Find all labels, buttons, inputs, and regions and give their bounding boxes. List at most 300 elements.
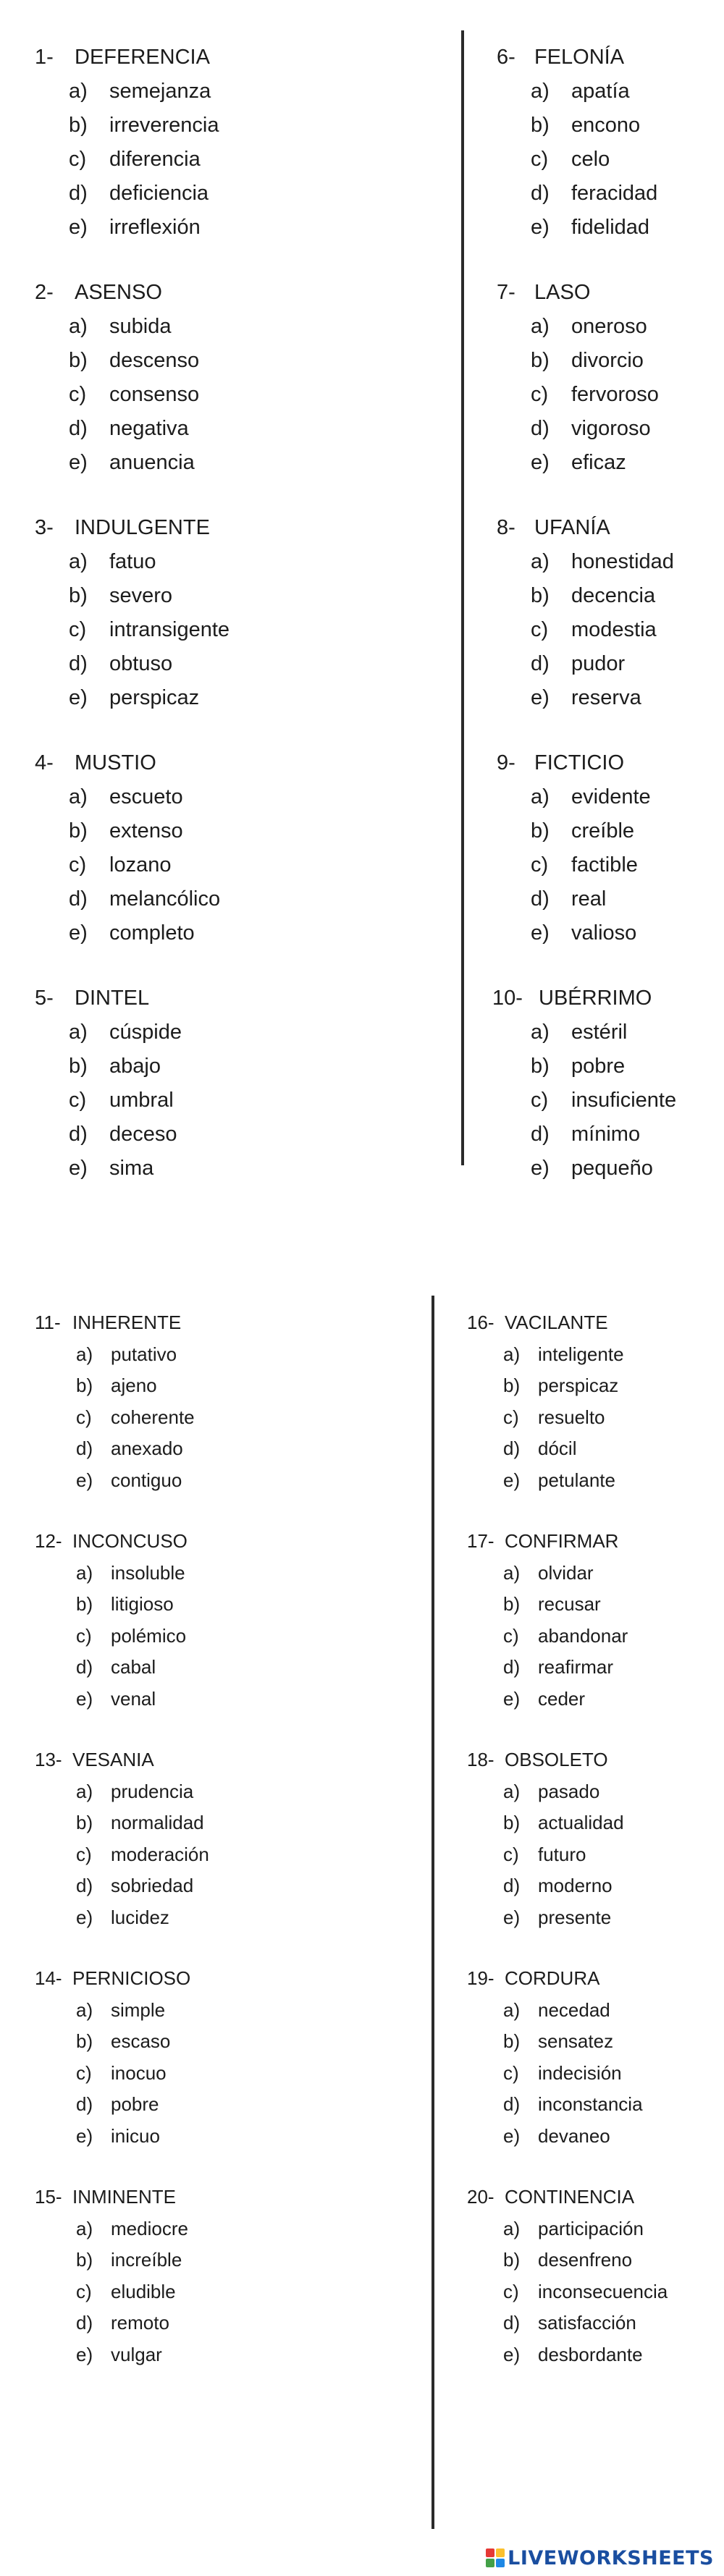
- answer-option[interactable]: [434, 1776, 724, 1808]
- option-text: semejanza: [109, 80, 211, 103]
- option-letter: a): [503, 1343, 521, 1365]
- option-text: obtuso: [109, 652, 173, 675]
- answer-option[interactable]: [463, 814, 724, 848]
- answer-option[interactable]: [0, 1621, 340, 1652]
- answer-option[interactable]: [0, 882, 340, 916]
- question-item: [463, 41, 724, 245]
- question-item: [0, 2182, 340, 2370]
- option-letter: e): [76, 1687, 93, 1710]
- question-word: INHERENTE: [72, 1312, 182, 1333]
- answer-option[interactable]: [0, 916, 340, 950]
- answer-option[interactable]: [0, 1902, 340, 1934]
- option-letter: a): [69, 80, 88, 103]
- question-item: [0, 746, 340, 950]
- question-number: 7-: [497, 281, 515, 304]
- option-letter: b): [76, 2249, 93, 2271]
- question-item: [434, 2182, 724, 2370]
- option-letter: c): [69, 1089, 87, 1112]
- option-text: lozano: [109, 853, 172, 877]
- option-letter: c): [76, 1843, 92, 1865]
- answer-option[interactable]: [434, 1839, 724, 1871]
- option-text: fervoroso: [571, 383, 659, 406]
- answer-option[interactable]: [463, 1084, 724, 1118]
- option-letter: d): [76, 2093, 93, 2115]
- option-text: perspicaz: [109, 686, 200, 709]
- option-letter: c): [503, 1406, 519, 1428]
- answer-option[interactable]: [434, 2245, 724, 2276]
- answer-option[interactable]: [434, 1589, 724, 1621]
- answer-option[interactable]: [434, 1684, 724, 1715]
- answer-option[interactable]: [0, 75, 340, 109]
- option-text: abandonar: [538, 1624, 628, 1647]
- question-number: 14-: [35, 1967, 62, 1989]
- question-item: [463, 511, 724, 715]
- option-text: lucidez: [111, 1906, 169, 1928]
- answer-option[interactable]: [434, 2276, 724, 2308]
- answer-option[interactable]: [463, 412, 724, 446]
- answer-option[interactable]: [0, 109, 340, 143]
- option-letter: b): [531, 1055, 550, 1078]
- option-text: descenso: [109, 349, 200, 372]
- logo-square: [486, 2559, 494, 2567]
- option-letter: a): [503, 1561, 521, 1584]
- option-letter: b): [503, 1812, 521, 1833]
- option-text: participación: [538, 2217, 644, 2239]
- option-text: putativo: [111, 1343, 177, 1365]
- question-heading: [0, 746, 340, 780]
- answer-option[interactable]: [434, 1465, 724, 1497]
- answer-option[interactable]: [0, 1807, 340, 1839]
- answer-option[interactable]: [463, 579, 724, 613]
- question-item: [434, 1744, 724, 1933]
- option-text: diferencia: [109, 148, 201, 171]
- option-letter: e): [76, 2124, 93, 2147]
- answer-option[interactable]: [0, 681, 340, 715]
- option-text: pobre: [571, 1055, 626, 1078]
- option-letter: d): [76, 1437, 93, 1459]
- option-letter: d): [69, 1123, 88, 1146]
- option-text: mediocre: [111, 2217, 188, 2239]
- answer-option[interactable]: [0, 780, 340, 814]
- answer-option[interactable]: [434, 1807, 724, 1839]
- question-word: INMINENTE: [72, 2186, 176, 2208]
- question-item: [463, 981, 724, 1186]
- option-letter: d): [69, 887, 88, 911]
- answer-option[interactable]: [434, 1558, 724, 1589]
- option-letter: e): [531, 451, 550, 474]
- question-word: LASO: [534, 281, 591, 304]
- option-letter: d): [503, 2312, 521, 2334]
- answer-option[interactable]: [434, 1370, 724, 1402]
- option-letter: a): [503, 1998, 521, 2021]
- answer-option[interactable]: [0, 412, 340, 446]
- question-heading: [0, 511, 340, 545]
- question-word: VACILANTE: [505, 1312, 608, 1333]
- option-letter: b): [69, 1055, 88, 1078]
- option-letter: a): [69, 1021, 88, 1044]
- option-letter: a): [69, 550, 88, 573]
- option-text: coherente: [111, 1406, 195, 1428]
- option-text: desenfreno: [538, 2249, 633, 2271]
- question-number: 4-: [35, 751, 54, 774]
- question-number: 5-: [35, 987, 54, 1010]
- question-word: INDULGENTE: [75, 516, 210, 539]
- answer-option[interactable]: [0, 1433, 340, 1465]
- answer-option[interactable]: [0, 2121, 340, 2153]
- option-letter: e): [69, 921, 88, 945]
- answer-option[interactable]: [463, 1118, 724, 1152]
- option-letter: c): [531, 148, 549, 171]
- option-text: actualidad: [538, 1812, 624, 1833]
- question-word: VESANIA: [72, 1749, 154, 1770]
- option-letter: d): [503, 1437, 521, 1459]
- answer-option[interactable]: [0, 579, 340, 613]
- answer-option[interactable]: [0, 1776, 340, 1808]
- answer-option[interactable]: [463, 211, 724, 245]
- option-letter: a): [503, 2217, 521, 2239]
- question-item: [463, 276, 724, 480]
- option-letter: b): [76, 1374, 93, 1396]
- answer-option[interactable]: [463, 545, 724, 579]
- option-text: inconsecuencia: [538, 2280, 668, 2302]
- question-number: 11-: [35, 1312, 61, 1333]
- answer-option[interactable]: [463, 446, 724, 480]
- option-text: inconstancia: [538, 2093, 643, 2115]
- question-heading: [463, 981, 724, 1015]
- option-text: insoluble: [111, 1561, 185, 1584]
- option-text: subida: [109, 315, 172, 338]
- answer-option[interactable]: [0, 1084, 340, 1118]
- answer-option[interactable]: [0, 1589, 340, 1621]
- answer-option[interactable]: [0, 2245, 340, 2276]
- option-letter: d): [503, 2093, 521, 2115]
- option-letter: e): [76, 1469, 93, 1491]
- question-word: DINTEL: [75, 987, 150, 1010]
- option-letter: b): [531, 114, 550, 137]
- option-text: completo: [109, 921, 195, 945]
- answer-option[interactable]: [0, 2026, 340, 2058]
- answer-option[interactable]: [463, 848, 724, 882]
- option-letter: b): [503, 2030, 521, 2052]
- option-text: mínimo: [571, 1123, 641, 1146]
- answer-option[interactable]: [434, 2121, 724, 2153]
- option-letter: c): [69, 148, 87, 171]
- answer-option[interactable]: [434, 1995, 724, 2027]
- option-text: severo: [109, 584, 173, 607]
- option-text: contiguo: [111, 1469, 182, 1491]
- option-text: indecisión: [538, 2061, 622, 2084]
- option-text: irreflexión: [109, 216, 201, 239]
- answer-option[interactable]: [0, 1339, 340, 1371]
- answer-option[interactable]: [463, 613, 724, 647]
- option-letter: d): [531, 1123, 550, 1146]
- option-text: factible: [571, 853, 638, 877]
- option-text: real: [571, 887, 607, 911]
- option-letter: a): [503, 1780, 521, 1802]
- answer-option[interactable]: [434, 1902, 724, 1934]
- option-letter: a): [531, 80, 550, 103]
- option-text: petulante: [538, 1469, 615, 1491]
- answer-option[interactable]: [0, 1839, 340, 1871]
- question-heading: [0, 1963, 340, 1995]
- option-text: extenso: [109, 819, 183, 843]
- answer-option[interactable]: [0, 211, 340, 245]
- option-letter: c): [531, 853, 549, 877]
- answer-option[interactable]: [0, 1015, 340, 1050]
- answer-option[interactable]: [0, 1370, 340, 1402]
- question-word: OBSOLETO: [505, 1749, 608, 1770]
- option-text: reserva: [571, 686, 641, 709]
- option-letter: d): [76, 2312, 93, 2334]
- answer-option[interactable]: [434, 2339, 724, 2371]
- option-text: valioso: [571, 921, 637, 945]
- answer-option[interactable]: [434, 2089, 724, 2121]
- option-letter: c): [76, 1624, 92, 1647]
- answer-option[interactable]: [434, 2026, 724, 2058]
- option-letter: e): [503, 2343, 521, 2365]
- answer-option[interactable]: [434, 2307, 724, 2339]
- logo-mark-icon: [486, 2548, 505, 2567]
- option-text: modestia: [571, 618, 657, 641]
- question-item: [463, 746, 724, 950]
- question-item: [0, 41, 340, 245]
- option-text: anuencia: [109, 451, 195, 474]
- option-text: litigioso: [111, 1593, 174, 1615]
- option-letter: e): [69, 216, 88, 239]
- question-heading: [0, 1526, 340, 1558]
- option-text: celo: [571, 148, 610, 171]
- question-heading: [434, 1526, 724, 1558]
- right-column: [463, 0, 724, 1187]
- answer-option[interactable]: [0, 1050, 340, 1084]
- option-letter: d): [503, 1656, 521, 1678]
- option-text: pasado: [538, 1780, 600, 1802]
- option-text: irreverencia: [109, 114, 219, 137]
- option-letter: a): [76, 1561, 93, 1584]
- option-text: prudencia: [111, 1780, 194, 1802]
- option-letter: a): [76, 1343, 93, 1365]
- option-letter: c): [531, 1089, 549, 1112]
- option-letter: b): [503, 1374, 521, 1396]
- question-heading: [463, 746, 724, 780]
- answer-option[interactable]: [0, 848, 340, 882]
- answer-option[interactable]: [463, 143, 724, 177]
- option-text: cabal: [111, 1656, 156, 1678]
- option-text: umbral: [109, 1089, 174, 1112]
- question-number: 16-: [467, 1312, 494, 1333]
- question-number: 8-: [497, 516, 515, 539]
- left-column: [0, 1296, 434, 2576]
- option-text: negativa: [109, 417, 189, 440]
- answer-option[interactable]: [463, 378, 724, 412]
- option-letter: d): [69, 182, 88, 205]
- option-letter: c): [76, 2061, 92, 2084]
- question-heading: [463, 41, 724, 75]
- answer-option[interactable]: [463, 882, 724, 916]
- option-letter: c): [503, 1843, 519, 1865]
- question-number: 10-: [492, 987, 523, 1010]
- option-text: sobriedad: [111, 1875, 194, 1896]
- answer-option[interactable]: [434, 1870, 724, 1902]
- option-text: abajo: [109, 1055, 161, 1078]
- answer-option[interactable]: [434, 2058, 724, 2090]
- question-item: [0, 1963, 340, 2152]
- right-column: [434, 1296, 724, 2576]
- answer-option[interactable]: [434, 1652, 724, 1684]
- option-letter: c): [503, 2280, 519, 2302]
- option-letter: b): [76, 2030, 93, 2052]
- answer-option[interactable]: [0, 814, 340, 848]
- option-text: honestidad: [571, 550, 674, 573]
- answer-option[interactable]: [0, 1152, 340, 1186]
- option-text: insuficiente: [571, 1089, 677, 1112]
- question-number: 18-: [467, 1749, 494, 1770]
- answer-option[interactable]: [0, 344, 340, 378]
- logo-square: [496, 2548, 505, 2557]
- option-text: olvidar: [538, 1561, 594, 1584]
- option-text: resuelto: [538, 1406, 605, 1428]
- answer-option[interactable]: [463, 916, 724, 950]
- question-number: 17-: [467, 1530, 494, 1552]
- option-letter: b): [76, 1593, 93, 1615]
- question-number: 2-: [35, 281, 54, 304]
- option-letter: a): [76, 1780, 93, 1802]
- option-letter: a): [69, 785, 88, 808]
- option-letter: b): [69, 584, 88, 607]
- option-text: apatía: [571, 80, 630, 103]
- answer-option[interactable]: [0, 1402, 340, 1434]
- option-text: anexado: [111, 1437, 183, 1459]
- answer-option[interactable]: [0, 1558, 340, 1589]
- option-letter: c): [69, 618, 87, 641]
- option-letter: b): [69, 349, 88, 372]
- answer-option[interactable]: [0, 1870, 340, 1902]
- answer-option[interactable]: [0, 177, 340, 211]
- option-letter: c): [531, 618, 549, 641]
- answer-option[interactable]: [463, 109, 724, 143]
- option-letter: e): [503, 1687, 521, 1710]
- logo-square: [486, 2548, 494, 2557]
- option-letter: a): [531, 550, 550, 573]
- question-word: FICTICIO: [534, 751, 625, 774]
- answer-option[interactable]: [0, 1995, 340, 2027]
- option-text: ceder: [538, 1687, 586, 1710]
- answer-option[interactable]: [434, 1621, 724, 1652]
- question-item: [0, 511, 340, 715]
- answer-option[interactable]: [0, 647, 340, 681]
- answer-option[interactable]: [0, 1684, 340, 1715]
- option-letter: c): [76, 1406, 92, 1428]
- question-number: 12-: [35, 1530, 62, 1552]
- answer-option[interactable]: [0, 2276, 340, 2308]
- option-text: pobre: [111, 2093, 159, 2115]
- liveworksheets-logo: [486, 2546, 714, 2570]
- answer-option[interactable]: [0, 2307, 340, 2339]
- option-text: creíble: [571, 819, 635, 843]
- worksheet-section-1: [0, 0, 724, 1187]
- answer-option[interactable]: [0, 143, 340, 177]
- option-letter: a): [76, 1998, 93, 2021]
- option-text: ajeno: [111, 1374, 157, 1396]
- question-item: [0, 276, 340, 480]
- answer-option[interactable]: [0, 1652, 340, 1684]
- answer-option[interactable]: [434, 1402, 724, 1434]
- answer-option[interactable]: [463, 344, 724, 378]
- question-item: [0, 1744, 340, 1933]
- answer-option[interactable]: [0, 613, 340, 647]
- question-heading: [0, 1307, 340, 1339]
- option-letter: c): [69, 853, 87, 877]
- question-heading: [0, 276, 340, 310]
- option-text: satisfacción: [538, 2312, 636, 2334]
- answer-option[interactable]: [463, 1015, 724, 1050]
- answer-option[interactable]: [434, 2213, 724, 2245]
- option-text: divorcio: [571, 349, 644, 372]
- answer-option[interactable]: [0, 310, 340, 344]
- answer-option[interactable]: [463, 647, 724, 681]
- answer-option[interactable]: [0, 2213, 340, 2245]
- option-letter: e): [69, 686, 88, 709]
- option-letter: b): [531, 584, 550, 607]
- question-word: INCONCUSO: [72, 1530, 188, 1552]
- question-heading: [434, 1744, 724, 1776]
- answer-option[interactable]: [434, 1339, 724, 1371]
- answer-option[interactable]: [463, 1152, 724, 1186]
- answer-option[interactable]: [463, 780, 724, 814]
- answer-option[interactable]: [0, 2339, 340, 2371]
- option-letter: b): [531, 349, 550, 372]
- option-text: vigoroso: [571, 417, 651, 440]
- answer-option[interactable]: [0, 1118, 340, 1152]
- answer-option[interactable]: [463, 75, 724, 109]
- option-letter: d): [531, 652, 550, 675]
- answer-option[interactable]: [463, 681, 724, 715]
- answer-option[interactable]: [463, 177, 724, 211]
- answer-option[interactable]: [0, 2058, 340, 2090]
- answer-option[interactable]: [0, 545, 340, 579]
- option-text: increíble: [111, 2249, 182, 2271]
- option-letter: e): [531, 921, 550, 945]
- option-letter: e): [76, 2343, 93, 2365]
- option-text: estéril: [571, 1021, 628, 1044]
- option-text: inicuo: [111, 2124, 160, 2147]
- option-text: recusar: [538, 1593, 601, 1615]
- answer-option[interactable]: [0, 1465, 340, 1497]
- answer-option[interactable]: [463, 310, 724, 344]
- question-number: 9-: [497, 751, 515, 774]
- option-letter: b): [503, 2249, 521, 2271]
- answer-option[interactable]: [0, 2089, 340, 2121]
- option-letter: c): [531, 383, 549, 406]
- option-letter: d): [76, 1656, 93, 1678]
- option-letter: e): [69, 451, 88, 474]
- option-letter: e): [69, 1157, 88, 1180]
- answer-option[interactable]: [0, 378, 340, 412]
- question-heading: [0, 2182, 340, 2213]
- answer-option[interactable]: [434, 1433, 724, 1465]
- option-letter: a): [531, 1021, 550, 1044]
- question-word: CONTINENCIA: [505, 2186, 635, 2208]
- question-heading: [463, 276, 724, 310]
- answer-option[interactable]: [0, 446, 340, 480]
- answer-option[interactable]: [463, 1050, 724, 1084]
- option-text: necedad: [538, 1998, 610, 2021]
- option-letter: d): [76, 1875, 93, 1896]
- option-text: fatuo: [109, 550, 156, 573]
- question-heading: [0, 981, 340, 1015]
- question-word: FELONÍA: [534, 46, 625, 69]
- option-text: reafirmar: [538, 1656, 614, 1678]
